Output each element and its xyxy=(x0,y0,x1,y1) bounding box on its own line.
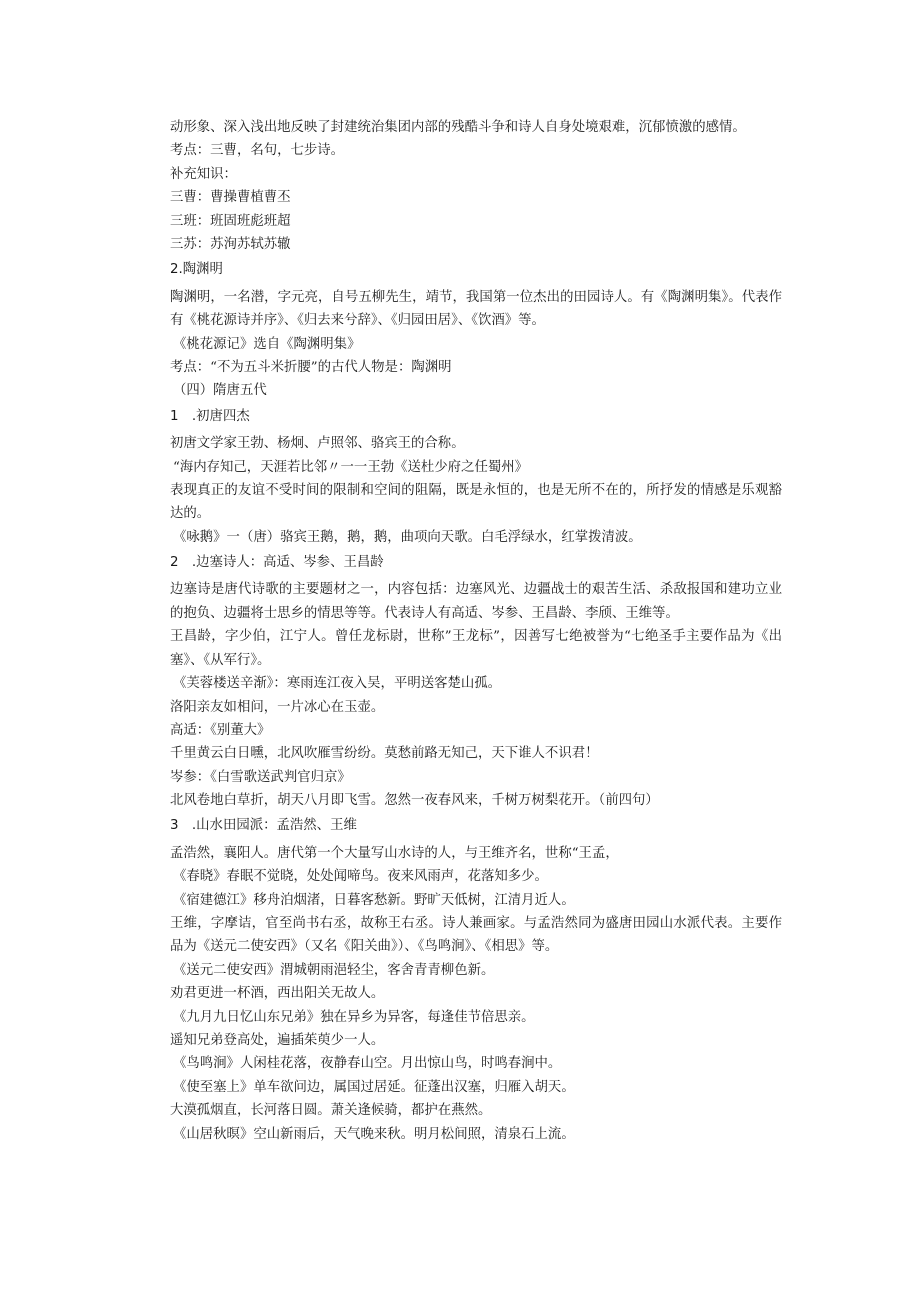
text-line: 《春晓》春眠不觉晓，处处闻啼鸟。夜来风雨声，花落知多少。 xyxy=(173,869,548,885)
section-heading: 1 .初唐四杰 xyxy=(170,408,250,424)
page-content xyxy=(170,116,782,1146)
text-line: 动形象、深入浅出地反映了封建统治集团内部的残酷斗争和诗人自身处境艰难，沉郁愤激的感情。 xyxy=(170,120,746,135)
text-line: 《送元二使安西》渭城朝雨浥轻尘，客舍青青柳色新。 xyxy=(173,962,495,978)
text-line: 《山居秋暝》空山新雨后，天气晚来秋。明月松间照，清泉石上流。 xyxy=(173,1126,575,1142)
section-heading: 2.陶渊明 xyxy=(170,262,223,278)
text-line: 三曹：曹操曹植曹丕 xyxy=(170,190,291,206)
text-line: 北风卷地白草折，胡天八月即飞雪。忽然一夜春风来，千树万树梨花开。（前四句） xyxy=(170,793,659,809)
text-line: “海内存知己，天涯若比邻〃一一王勃《送杜少府之任蜀州》 xyxy=(173,459,528,475)
text-line: 《宿建德江》移舟泊烟渚，日暮客愁新。野旷天低树，江清月近人。 xyxy=(173,892,575,908)
section-heading: 3 .山水田园派：孟浩然、王维 xyxy=(170,818,357,834)
text-line: 考点：三曹，名句，七步诗。 xyxy=(170,143,345,159)
paragraph: 边塞诗是唐代诗歌的主要题材之一，内容包括：边塞风光、边疆战士的艰苦生活、杀敌报国和建功立业的抱负、边疆将士思乡的情思等等。代表诗人有高适、岑参、王昌龄、李颀、王维等。 xyxy=(170,582,782,621)
text-line: 《芙蓉楼送辛渐》：寒雨连江夜入吴，平明送客楚山孤。 xyxy=(173,676,502,692)
text-line: 岑参：《白雪歌送武判官归京》 xyxy=(170,769,351,785)
text-line: 补充知识： xyxy=(170,166,237,182)
text-line: 《使至塞上》单车欲问边，属国过居延。征蓬出汉塞，归雁入胡天。 xyxy=(173,1079,575,1095)
text-line: 孟浩然，襄阳人。唐代第一个大量写山水诗的人，与王维齐名，世称“王孟， xyxy=(170,845,619,861)
text-line: 三班：班固班彪班超 xyxy=(170,213,291,229)
text-line: 遥知兄弟登高处，遍插茱萸少一人。 xyxy=(170,1033,385,1048)
text-line: 大漠孤烟直，长河落日圆。萧关逢候骑，都护在燕然。 xyxy=(170,1103,492,1119)
paragraph: 表现真正的友谊不受时间的限制和空间的阻隔，既是永恒的，也是无所不在的，所抒发的情感是乐观豁达的。 xyxy=(170,482,782,522)
text-line: 千里黄云白日曛，北风吹雁雪纷纷。莫愁前路无知己，天下谁人不识君！ xyxy=(170,746,599,762)
paragraph: 王昌龄，字少伯，江宁人。曾任龙标尉，世称”王龙标”，因善写七绝被誉为“七绝圣手主要作品为《出塞》、《从军行》。 xyxy=(170,629,782,668)
paragraph: 王维，字摩诘，官至尚书右丞，故称王右丞。诗人兼画家。与孟浩然同为盛唐田园山水派代表。主要作品为《送元二使安西》（又名《阳关曲》）、《鸟鸣涧》、《相思》等。 xyxy=(170,916,782,955)
text-line: 《咏鹅》一（唐）骆宾王鹅，鹅，鹅，曲项向天歌。白毛浮绿水，红掌拨清波。 xyxy=(173,529,642,545)
paragraph: 陶渊明，一名潜，字元亮，自号五柳先生，靖节，我国第一位杰出的田园诗人。有《陶渊明集》。代表作有《桃花源诗并序》、《归去来兮辞》、《归园田居》、《饮酒》等。 xyxy=(170,289,782,329)
text-line: 《鸟鸣涧》人闲桂花落，夜静春山空。月出惊山鸟，时鸣春涧中。 xyxy=(173,1056,562,1072)
text-line: 三苏：苏洵苏轼苏辙 xyxy=(170,236,291,252)
text-line: 《桃花源记》选自《陶渊明集》 xyxy=(173,336,361,352)
text-line: 劝君更进一杯酒，西出阳关无故人。 xyxy=(170,986,385,1002)
text-line: 高适：《别董大》 xyxy=(170,722,271,738)
text-line: 考点：“不为五斗米折腰”的古代人物是：陶渊明 xyxy=(170,359,452,375)
section-heading: （四）隋唐五代 xyxy=(173,383,267,399)
text-line: 《九月九日忆山东兄弟》独在异乡为异客，每逢佳节倍思亲。 xyxy=(173,1009,535,1025)
text-line: 洛阳亲友如相问，一片冰心在玉壶。 xyxy=(170,699,385,715)
text-line: 初唐文学家王勃、杨炯、卢照邻、骆宾王的合称。 xyxy=(170,436,465,452)
section-heading: 2 .边塞诗人：高适、岑参、王昌龄 xyxy=(170,555,384,571)
